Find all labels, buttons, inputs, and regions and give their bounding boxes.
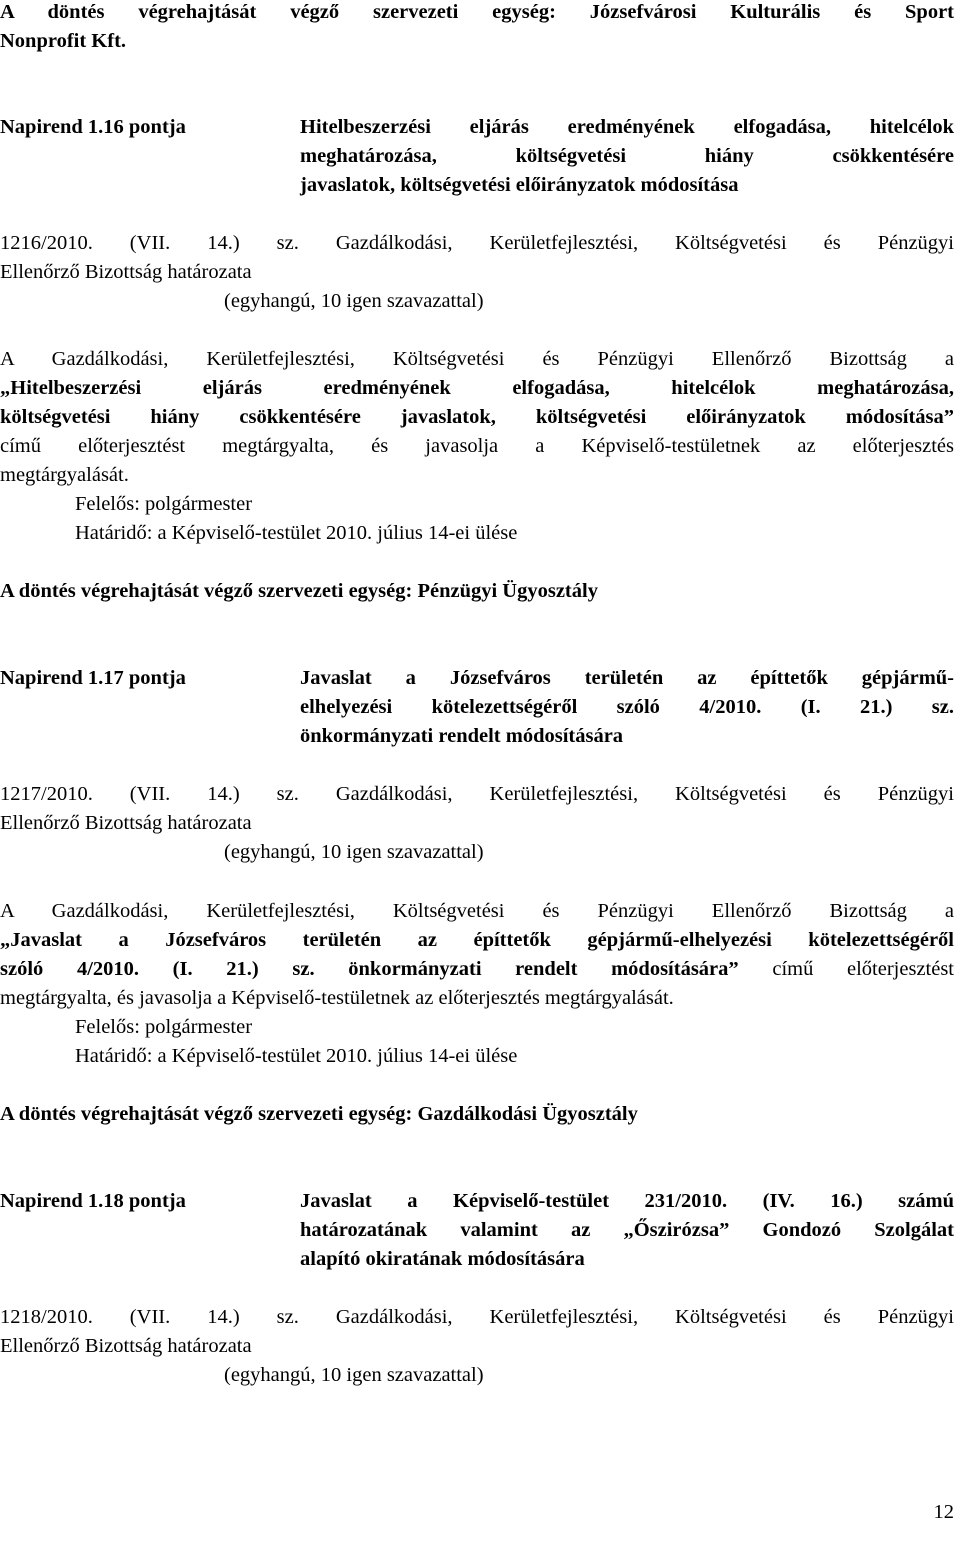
agenda-item-title: alapító okiratának módosítására xyxy=(300,1248,585,1270)
resolution-heading: Ellenőrző Bizottság határozata xyxy=(0,812,252,834)
responsible-line: Felelős: polgármester xyxy=(75,493,253,515)
executor-line: A döntés végrehajtását végző szervezeti egység: Józsefvárosi Kulturális és Sport xyxy=(0,1,954,23)
agenda-item-label: Napirend 1.17 pontja xyxy=(0,667,186,689)
resolution-heading: Ellenőrző Bizottság határozata xyxy=(0,261,252,283)
resolution-body: című előterjesztést megtárgyalta, és javasolja a Képviselő-testületnek az előterjesztés xyxy=(0,435,954,457)
agenda-item-title: javaslatok, költségvetési előirányzatok módosítása xyxy=(300,174,739,196)
agenda-item-title: Javaslat a Józsefváros területén az építtetők gépjármű- xyxy=(300,667,954,689)
resolution-body-bold: szóló 4/2010. (I. 21.) sz. önkormányzati rendelt módosítására” xyxy=(0,958,739,980)
vote-result: (egyhangú, 10 igen szavazattal) xyxy=(224,841,484,863)
agenda-item-label: Napirend 1.16 pontja xyxy=(0,116,186,138)
agenda-item-title: önkormányzati rendelt módosítására xyxy=(300,725,624,747)
vote-result: (egyhangú, 10 igen szavazattal) xyxy=(224,290,484,312)
resolution-heading: 1216/2010. (VII. 14.) sz. Gazdálkodási, Kerületfejlesztési, Költségvetési és Pénzügyi xyxy=(0,232,954,254)
resolution-body: A Gazdálkodási, Kerületfejlesztési, Költségvetési és Pénzügyi Ellenőrző Bizottság a xyxy=(0,900,954,922)
resolution-body xyxy=(0,955,954,984)
agenda-item-title: határozatának valamint az „Őszirózsa” Gondozó Szolgálat xyxy=(300,1219,954,1241)
agenda-item-title: Javaslat a Képviselő-testület 231/2010. (IV. 16.) számú xyxy=(300,1190,954,1212)
agenda-item-label: Napirend 1.18 pontja xyxy=(0,1190,186,1212)
resolution-heading: 1217/2010. (VII. 14.) sz. Gazdálkodási, Kerületfejlesztési, Költségvetési és Pénzügyi xyxy=(0,783,954,805)
resolution-body-rest: című előterjesztést xyxy=(772,958,955,980)
executor-line: Nonprofit Kft. xyxy=(0,30,127,52)
resolution-body: A Gazdálkodási, Kerületfejlesztési, Költségvetési és Pénzügyi Ellenőrző Bizottság a xyxy=(0,348,954,370)
resolution-body: „Javaslat a Józsefváros területén az építtetők gépjármű-elhelyezési kötelezettségéről xyxy=(0,929,954,951)
resolution-heading: 1218/2010. (VII. 14.) sz. Gazdálkodási, Kerületfejlesztési, Költségvetési és Pénzügyi xyxy=(0,1306,954,1328)
resolution-body: költségvetési hiány csökkentésére javaslatok, költségvetési előirányzatok módosítása” xyxy=(0,406,954,428)
responsible-line: Felelős: polgármester xyxy=(75,1016,253,1038)
executor-line: A döntés végrehajtását végző szervezeti egység: Pénzügyi Ügyosztály xyxy=(0,580,598,602)
deadline-line: Határidő: a Képviselő-testület 2010. július 14-ei ülése xyxy=(75,522,518,544)
agenda-item-title: elhelyezési kötelezettségéről szóló 4/2010. (I. 21.) sz. xyxy=(300,696,954,718)
resolution-body: megtárgyalását. xyxy=(0,464,129,486)
resolution-heading: Ellenőrző Bizottság határozata xyxy=(0,1335,252,1357)
vote-result: (egyhangú, 10 igen szavazattal) xyxy=(224,1364,484,1386)
agenda-item-title: Hitelbeszerzési eljárás eredményének elfogadása, hitelcélok xyxy=(300,116,954,138)
executor-line: A döntés végrehajtását végző szervezeti egység: Gazdálkodási Ügyosztály xyxy=(0,1103,638,1125)
page-number: 12 xyxy=(933,1501,954,1523)
resolution-body: megtárgyalta, és javasolja a Képviselő-testületnek az előterjesztés megtárgyalását. xyxy=(0,987,674,1009)
deadline-line: Határidő: a Képviselő-testület 2010. július 14-ei ülése xyxy=(75,1045,518,1067)
resolution-body: „Hitelbeszerzési eljárás eredményének elfogadása, hitelcélok meghatározása, xyxy=(0,377,954,399)
agenda-item-title: meghatározása, költségvetési hiány csökkentésére xyxy=(300,145,954,167)
